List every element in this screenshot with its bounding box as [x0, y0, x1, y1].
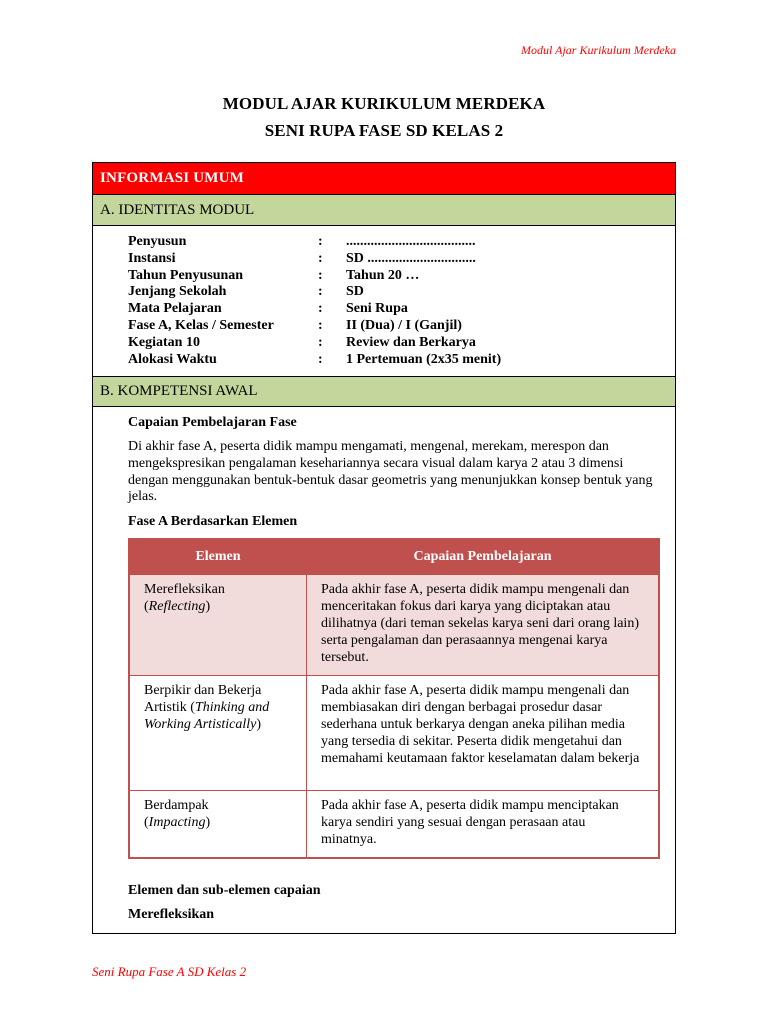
identitas-row: [128, 335, 646, 352]
table-header-elemen: Elemen: [129, 539, 307, 575]
identitas-colon: :: [318, 250, 323, 266]
identitas-label: Tahun Penyusunan: [128, 267, 244, 283]
capaian-table: [128, 538, 660, 859]
identitas-colon: :: [318, 284, 323, 300]
identitas-row: [128, 234, 646, 251]
identitas-row: [128, 268, 646, 285]
identitas-value: .....................................: [346, 234, 476, 249]
header-note: Modul Ajar Kurikulum Merdeka: [521, 43, 676, 57]
identitas-row: [128, 301, 646, 318]
identitas-colon: :: [318, 301, 323, 317]
section-a-heading: A. IDENTITAS MODUL: [93, 194, 675, 226]
identitas-value: Tahun 20 …: [346, 267, 420, 283]
section-b-heading: B. KOMPETENSI AWAL: [93, 376, 675, 407]
kompetensi-awal-content: [128, 412, 663, 530]
document-subtitle: SENI RUPA FASE SD KELAS 2: [264, 121, 504, 140]
elemen-cell: Berpikir dan Bekerja Artistik (Thinking and Working Artistically): [129, 676, 307, 791]
identitas-list: [128, 234, 646, 368]
capaian-cell: Pada akhir fase A, peserta didik mampu mengenali dan membiasakan diri dengan berbagai prosedur dasar sederhana untuk berkarya dengan aneka pilihan media yang tersedia di sekitar. Peserta didik mengetahui dan memahami keutamaan faktor keselamatan dalam bekerja: [307, 676, 660, 791]
identitas-label: Instansi: [128, 250, 176, 266]
identitas-colon: :: [318, 234, 323, 249]
identitas-value: 1 Pertemuan (2x35 menit): [346, 351, 502, 367]
elemen-english: Impacting: [148, 815, 206, 830]
identitas-value: Seni Rupa: [346, 301, 408, 317]
identitas-label: Fase A, Kelas / Semester: [128, 317, 274, 333]
identitas-value: Review dan Berkarya: [346, 334, 476, 350]
elemen-name: Merefleksikan: [144, 582, 225, 597]
identitas-row: [128, 251, 646, 268]
merefleksikan-heading: Merefleksikan: [128, 907, 215, 922]
identitas-label: Jenjang Sekolah: [128, 284, 227, 300]
informasi-umum-band: INFORMASI UMUM: [93, 163, 675, 194]
elemen-name: Berdampak: [144, 798, 209, 813]
capaian-cell: Pada akhir fase A, peserta didik mampu menciptakan karya sendiri yang sesuai dengan perasaan atau minatnya.: [307, 791, 660, 859]
cp-fase-heading: Capaian Pembelajaran Fase: [128, 415, 297, 430]
identitas-colon: :: [318, 351, 323, 367]
identitas-row: [128, 284, 646, 301]
elemen-english: Reflecting: [148, 599, 206, 614]
elemen-cell: Merefleksikan (Reflecting): [129, 575, 307, 676]
identitas-value: SD: [346, 284, 364, 300]
identitas-value: II (Dua) / I (Ganjil): [346, 317, 462, 333]
bottom-headings: [128, 883, 321, 923]
elemen-name: Berpikir dan Bekerja Artistik: [144, 683, 262, 715]
identitas-label: Kegiatan 10: [128, 334, 200, 350]
identitas-label: Mata Pelajaran: [128, 301, 222, 317]
identitas-label: Penyusun: [128, 234, 187, 249]
table-row: [129, 575, 659, 676]
table-header-row: [129, 539, 659, 575]
identitas-row: [128, 352, 646, 369]
capaian-cell: Pada akhir fase A, peserta didik mampu mengenali dan menceritakan fokus dari karya yang diciptakan atau dilihatnya (dari teman sekelas karya seni dari orang lain) serta pengalaman dan perasaannya mengenai karya tersebut.: [307, 575, 660, 676]
fase-elemen-heading: Fase A Berdasarkan Elemen: [128, 514, 298, 530]
identitas-value: SD ...............................: [346, 250, 476, 266]
table-row: [129, 676, 659, 791]
identitas-colon: :: [318, 267, 323, 283]
identitas-colon: :: [318, 317, 323, 333]
document-title: MODUL AJAR KURIKULUM MERDEKA: [222, 94, 546, 113]
elemen-cell: Berdampak (Impacting): [129, 791, 307, 859]
footer-note: Seni Rupa Fase A SD Kelas 2: [92, 964, 247, 979]
module-frame: [92, 162, 676, 934]
elemen-english: Thinking and Working Artistically: [144, 700, 270, 732]
sub-elemen-heading: Elemen dan sub-elemen capaian: [128, 883, 321, 898]
table-header-capaian: Capaian Pembelajaran: [307, 539, 660, 575]
identitas-row: [128, 318, 646, 335]
identitas-label: Alokasi Waktu: [128, 351, 217, 367]
table-row: [129, 791, 659, 859]
identitas-colon: :: [318, 334, 323, 350]
cp-fase-paragraph: Di akhir fase A, peserta didik mampu mengamati, mengenal, merekam, merespon dan mengekspresikan pengalaman kesehariannya secara visual dalam karya 2 atau 3 dimensi dengan menggunakan bentuk-bentuk dasar geometris yang menunjukkan konsep bentuk yang jelas.: [128, 439, 653, 505]
